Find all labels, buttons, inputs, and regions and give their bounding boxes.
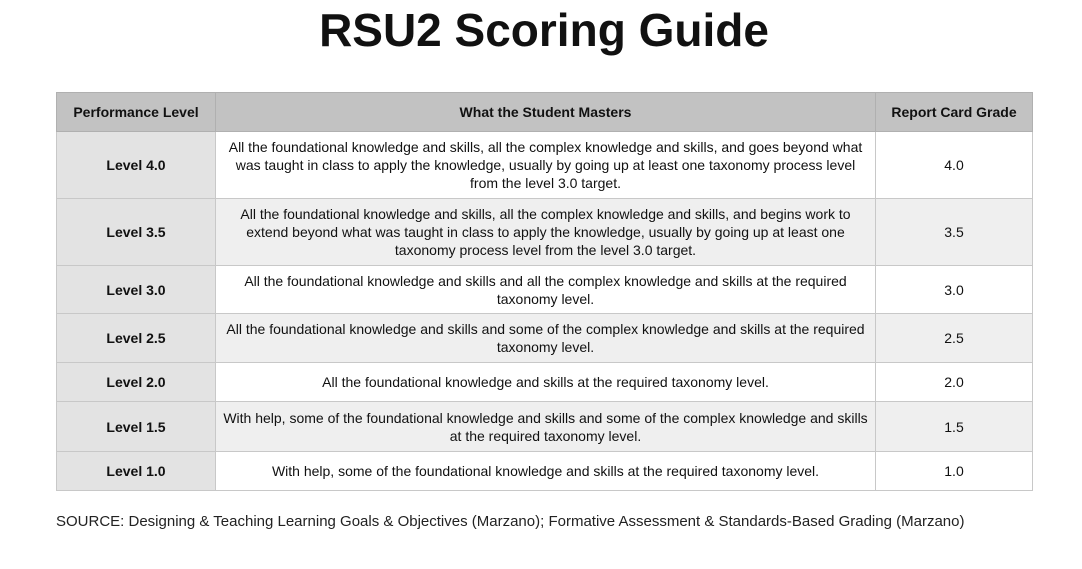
table-row xyxy=(57,402,1033,452)
row-level: Level 3.0 xyxy=(57,266,216,314)
row-level: Level 4.0 xyxy=(57,132,216,199)
row-grade: 2.5 xyxy=(876,314,1033,363)
row-grade: 2.0 xyxy=(876,363,1033,402)
row-level: Level 2.0 xyxy=(57,363,216,402)
header-report-card-grade: Report Card Grade xyxy=(876,93,1033,132)
row-description: All the foundational knowledge and skills and some of the complex knowledge and skills at the required taxonomy level. xyxy=(216,314,876,363)
table-row xyxy=(57,266,1033,314)
header-performance-level: Performance Level xyxy=(57,93,216,132)
source-citation: SOURCE: Designing & Teaching Learning Goals & Objectives (Marzano); Formative Assessment & Standards-Based Grading (Marzano) xyxy=(56,513,965,530)
row-description: All the foundational knowledge and skills, all the complex knowledge and skills, and goes beyond what was taught in class to apply the knowledge, usually by going up at least one taxonomy process level from the level 3.0 target. xyxy=(216,132,876,199)
row-grade: 1.0 xyxy=(876,452,1033,491)
header-student-masters: What the Student Masters xyxy=(216,93,876,132)
table-row xyxy=(57,132,1033,199)
row-level: Level 1.0 xyxy=(57,452,216,491)
row-description: All the foundational knowledge and skills and all the complex knowledge and skills at the required taxonomy level. xyxy=(216,266,876,314)
row-grade: 1.5 xyxy=(876,402,1033,452)
table-header-row xyxy=(57,93,1033,132)
row-grade: 4.0 xyxy=(876,132,1033,199)
row-level: Level 3.5 xyxy=(57,199,216,266)
row-level: Level 1.5 xyxy=(57,402,216,452)
table-row xyxy=(57,452,1033,491)
table-row xyxy=(57,199,1033,266)
row-description: All the foundational knowledge and skills, all the complex knowledge and skills, and begins work to extend beyond what was taught in class to apply the knowledge, usually by going up at least one taxonomy process level from the level 3.0 target. xyxy=(216,199,876,266)
table-row xyxy=(57,363,1033,402)
row-description: With help, some of the foundational knowledge and skills and some of the complex knowledge and skills at the required taxonomy level. xyxy=(216,402,876,452)
row-grade: 3.5 xyxy=(876,199,1033,266)
row-grade: 3.0 xyxy=(876,266,1033,314)
row-description: All the foundational knowledge and skills at the required taxonomy level. xyxy=(216,363,876,402)
scoring-guide-table xyxy=(56,92,1033,491)
row-description: With help, some of the foundational knowledge and skills at the required taxonomy level. xyxy=(216,452,876,491)
page-title: RSU2 Scoring Guide xyxy=(319,4,769,56)
row-level: Level 2.5 xyxy=(57,314,216,363)
table-row xyxy=(57,314,1033,363)
